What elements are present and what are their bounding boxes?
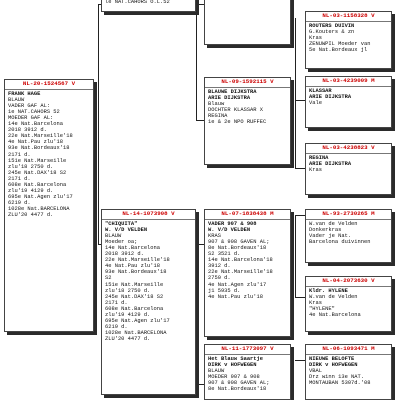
card-line: 1028e Nat.BARCELONA [105,330,167,337]
bracket-line [196,4,197,120]
bracket-line [196,244,204,245]
ring-number: NL-03-1158328 V [306,12,391,22]
bracket-line [98,4,99,244]
card-dss[interactable] [305,209,392,263]
card-line: DOCHTER KLASSAR X [208,106,263,113]
card-line: 8e Nat.Bordeaux'18 [208,386,267,393]
card-line: 4e Nat.Pau zlu'18 [8,139,63,146]
card-body [205,220,290,301]
card-line: Donkerkras [309,226,342,233]
card-line: 2018 3912 d. [8,127,47,134]
card-line: MOEDER GAF AL: [8,114,54,121]
card-line: BLAUWE DIJKSTRA [208,88,257,95]
card-dds[interactable] [305,344,392,400]
ring-number: NL-09-1592115 V [205,78,290,88]
card-body [205,88,290,127]
card-line: S2 3521 d. [208,251,241,258]
card-line: 93e Nat.Bordeaux'18 [8,145,70,152]
card-line: 14e Nat.Barcelona [105,244,160,251]
card-line: Vader je Nat. [309,232,352,239]
card-line: ZLU'20 4477 d. [105,336,151,343]
bracket-line [295,297,305,298]
card-line: 4e Nat.Pau zlu'18 [208,293,263,300]
ring-number: NL-11-1773097 V [205,345,290,355]
card-line: 4e Nat.Pau zlu'18 [105,263,160,270]
card-line: zlu'18 2750 d. [105,287,151,294]
card-line: VADER GAF AL: [8,102,51,109]
card-line: 14e Nat.Barcelona'18 [208,257,273,264]
card-line: REGINA [208,112,228,119]
card-line: MOEDER 907 & 908 [208,373,260,380]
card-top-parent[interactable] [101,0,196,12]
card-line: Kras [309,299,322,306]
card-line: 22e Nat.Marseille'18 [208,269,273,276]
card-line: W. V/D VELDEN [105,226,148,233]
card-line: zlu'19 4129 d. [105,312,151,318]
card-line: W.van de Velden [309,293,358,300]
card-line: zlu'19 4129 d. [8,188,54,195]
card-line: BLAUW [105,232,122,239]
card-line: BLAUW [208,367,225,374]
card-line: ARIE DIJKSTRA [309,93,352,100]
ring-number: NL-06-1093471 M [306,345,391,355]
card-body [205,355,290,394]
card-line: Vale [309,99,322,106]
card-line: 608e Nat.Barcelona [105,305,164,312]
card-body [306,355,391,387]
card-line: 695e Nat.Agen zlu'17 [105,318,170,325]
card-body [306,22,391,54]
card-body [306,287,391,319]
card-line: 1e & 2e NPO RUFFEC [208,119,267,126]
bracket-line [196,244,197,384]
bracket-line [196,120,204,121]
card-line: 245e Nat.DAX'18 S2 [105,293,164,300]
card-line: j1 5935 d. [208,287,241,294]
card-body [102,220,195,344]
ring-number: NL-03-4239009 M [306,77,391,87]
card-top-right[interactable] [305,11,392,69]
card-line: S2 [105,275,112,282]
card-body [102,0,195,6]
bracket-line [196,4,204,5]
card-line: 907 & 908 GAVEN AL; [208,379,270,386]
card-line: 151e Nat.Marseille [105,281,164,288]
ring-number: NL-04-2073630 V [306,277,391,287]
card-line: 1e NAT.CAHORS 52 [8,108,60,115]
card-line: 8e Nat.Bordeaux'18 [208,244,267,251]
card-line: Het Blauw Saartje [208,355,263,362]
card-top-mid[interactable] [204,0,291,45]
card-line: ZENUWPIL Moeder van [309,40,371,47]
ring-number: NL-93-2730265 M [306,210,391,220]
card-line: 151e Nat.Marseille [8,157,67,164]
card-body [306,87,391,107]
card-line: DIRK v HOFWEGEN [309,361,358,368]
ring-number: NL-20-1524567 V [5,80,93,90]
card-dd[interactable] [204,344,291,400]
card-line: Barcelona duivinnen [309,238,371,245]
card-line: ARIE DIJKSTRA [309,160,352,167]
ring-number: NL-07-1838438 M [205,210,290,220]
card-line: Kras [309,166,322,173]
card-line: 5e Nat.Bordeaux jl [309,46,368,53]
bracket-line [196,384,204,385]
card-line: Kras [309,34,322,41]
card-line: Drz winn 13e NAT. [309,373,364,380]
card-line: 2171 d. [105,299,128,306]
card-body [306,154,391,174]
card-line: 2750 d. [208,275,231,282]
bracket-line [295,100,305,101]
card-line: FRANK HAGE [8,90,41,97]
card-subject[interactable] [4,79,94,332]
card-line: NIEUWE BELOFTE [309,355,355,362]
card-line: 22e Nat.Marseille'18 [8,133,73,140]
card-line: 907 & 908 GAVEN AL; [208,238,270,245]
bracket-line [295,215,296,297]
card-line: "HYLENE" [309,305,335,312]
card-line: REGINA [309,154,329,161]
card-line: 245e Nat.DAX'18 S2 [8,169,67,176]
card-ds[interactable] [204,209,291,337]
card-ss[interactable] [305,76,392,128]
card-body [5,90,93,220]
card-line: MONTAUBAN 5307d.'08 [309,379,371,386]
card-line: le NAT.CAHORS O.L.52 [105,0,170,5]
card-line: 608e Nat.Barcelona [8,182,67,188]
card-line: ARIE DIJKSTRA [208,94,251,101]
card-line: KRAS [208,232,221,239]
card-dsd[interactable] [305,276,392,332]
card-dam[interactable] [101,209,196,395]
bracket-line [295,168,305,169]
card-line: 695e Nat.Agen zlu'17 [8,194,73,201]
card-line: Blauw [208,100,225,107]
card-line: VADER 907 & 908 [208,220,257,227]
card-sd[interactable] [305,143,392,195]
card-sire[interactable] [204,77,291,165]
card-line: "CHIQUITA" [105,220,138,227]
card-line: 4e Nat.Barcelona [309,311,361,318]
ring-number: NL-14-1073908 V [102,210,195,220]
card-line: DIRK v HOFWEGEN [208,361,257,368]
card-line: 2018 3912 d. [105,251,144,258]
card-line: 2171 d. [8,175,31,182]
card-line: ROUTERS DUIVIN [309,22,355,29]
card-line: Kldr. HYLENE [309,287,348,294]
card-line: 6219 d. [105,324,128,331]
card-line: W.van de Velden [309,220,358,227]
ring-number: NL-03-4238823 V [306,144,391,154]
card-line: VBAL [309,367,322,374]
card-line: W. V/D VELDEN [208,226,251,233]
card-body [306,220,391,246]
card-line: 2171 d. [8,151,31,158]
card-line: ZLU'20 4477 d. [8,212,54,219]
card-line: 4e Nat.Agen zlu'17 [208,281,267,288]
card-line: BLAUW [8,96,25,103]
card-line: 6219 d. [8,200,31,207]
bracket-line [295,215,305,216]
card-line: 3912 d. [208,263,231,270]
card-line: 14e Nat.Barcelona [8,121,63,128]
card-line: KLASSAR [309,87,332,94]
card-line: zlu'18 2750 d. [8,163,54,170]
card-line: 93e Nat.Bordeaux'18 [105,269,167,276]
bracket-line [295,18,296,168]
card-line: 22e Nat.Marseille'18 [105,257,170,264]
card-line: G.Kouters & zn [309,28,355,35]
bracket-line [295,360,305,361]
card-line: Moeder oa; [105,238,138,245]
card-line: 1028e Nat.BARCELONA [8,206,70,213]
